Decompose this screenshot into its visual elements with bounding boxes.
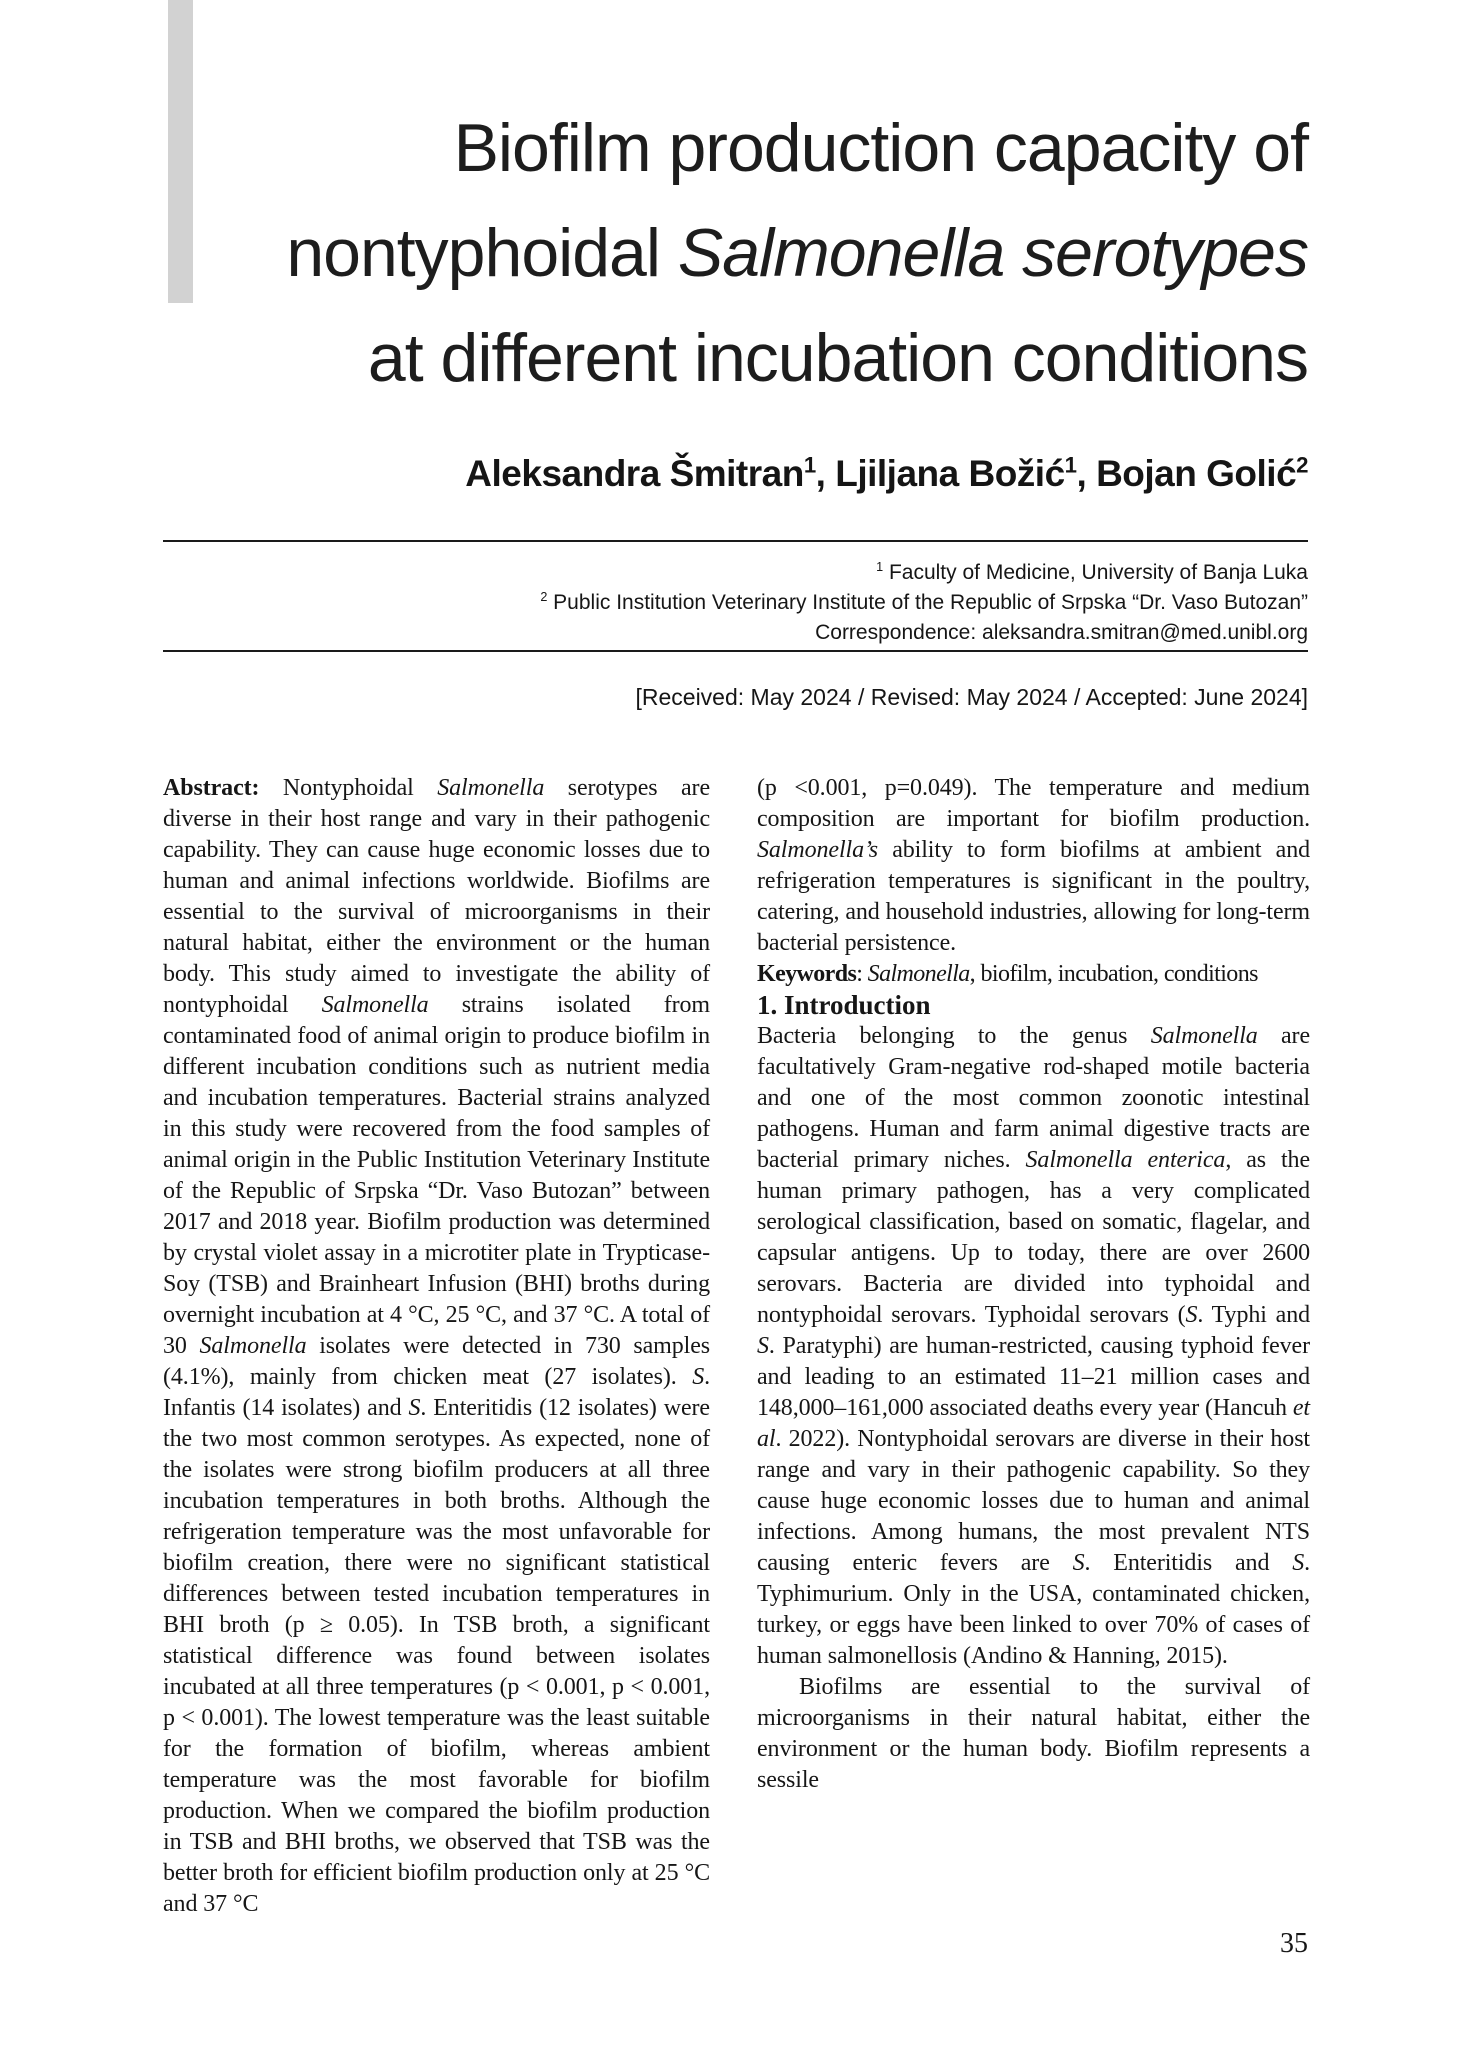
affiliation-2: $^2$ Public Institution Veterinary Institute of the Republic of Srpska “Dr. Vaso Butozan” xyxy=(540,590,1308,614)
divider-bottom xyxy=(163,650,1308,652)
left-column xyxy=(163,773,710,1920)
title-line-1: Biofilm production capacity of xyxy=(453,110,1308,186)
affiliations-block xyxy=(163,558,1308,648)
paper-title xyxy=(163,96,1308,411)
divider-top xyxy=(163,540,1308,542)
section-heading-introduction: 1. Introduction xyxy=(757,990,931,1020)
title-line-3: at different incubation conditions xyxy=(367,320,1308,396)
authors-line: Aleksandra Šmitran$^1$, Ljiljana Božić$^1$, Bojan Golić$^2$ xyxy=(465,452,1308,494)
affiliation-1: $^1$ Faculty of Medicine, University of Banja Luka xyxy=(876,560,1308,584)
abstract-paragraph: Abstract: Nontyphoidal Salmonella serotypes are diverse in their host range and vary in their pathogenic capability. They can cause huge economic losses due to human and animal infections worldwide. Biofilms are essential to the survival of microorganisms in their natural habitat, either the environment or the human body. This study aimed to investigate the ability of nontyphoidal Salmonella strains isolated from contaminated food of animal origin to produce biofilm in different incubation conditions such as nutrient media and incubation temperatures. Bacterial strains analyzed in this study were recovered from the food samples of animal origin in the Public Institution Veterinary Institute of the Republic of Srpska “Dr. Vaso Butozan” between 2017 and 2018 year. Biofilm production was determined by crystal violet assay in a microtiter plate in Trypticase-Soy (TSB) and Brainheart Infusion (BHI) broths during overnight incubation at 4 °C, 25 °C, and 37 °C. A total of 30 Salmonella isolates were detected in 730 samples (4.1%), mainly from chicken meat (27 isolates). S. Infantis (14 isolates) and S. Enteritidis (12 isolates) were the two most common serotypes. As expected, none of the isolates were strong biofilm producers at all three incubation temperatures in both broths. Although the refrigeration temperature was the most unfavorable for biofilm creation, there were no significant statistical differences between tested incubation temperatures in BHI broth (p ≥ 0.05). In TSB broth, a significant statistical difference was found between isolates incubated at all three temperatures (p < 0.001, p < 0.001, p < 0.001). The lowest temperature was the least suitable for the formation of biofilm, whereas ambient temperature was the most favorable for biofilm production. When we compared the biofilm production in TSB and BHI broths, we observed that TSB was the better broth for efficient biofilm production only at 25 °C and 37 °C xyxy=(163,775,711,1917)
correspondence-line: Correspondence: aleksandra.smitran@med.unibl.org xyxy=(815,621,1308,644)
intro-paragraph-2: Biofilms are essential to the survival of microorganisms in their natural habitat, either the environment or the human body. Biofilm represents a sessile xyxy=(757,1674,1310,1793)
title-line-2: nontyphoidal Salmonella serotypes xyxy=(286,215,1308,291)
dates-line: [Received: May 2024 / Revised: May 2024 / Accepted: June 2024] xyxy=(635,684,1308,710)
page-number: 35 xyxy=(1280,1928,1308,1959)
right-column xyxy=(757,773,1310,1920)
body-columns xyxy=(163,773,1310,1920)
intro-paragraph-1: Bacteria belonging to the genus Salmonella are facultatively Gram-negative rod-shaped motile bacteria and one of the most common zoonotic intestinal pathogens. Human and farm animal digestive tracts are bacterial primary niches. Salmonella enterica, as the human primary pathogen, has a very complicated serological classification, based on somatic, flagelar, and capsular antigens. Up to today, there are over 2600 serovars. Bacteria are divided into typhoidal and nontyphoidal serovars. Typhoidal serovars (S. Typhi and S. Paratyphi) are human-restricted, causing typhoid fever and leading to an estimated 11–21 million cases and 148,000–161,000 associated deaths every year (Hancuh et al. 2022). Nontyphoidal serovars are diverse in their host range and vary in their pathogenic capability. So they cause huge economic losses due to human and animal infections. Among humans, the most prevalent NTS causing enteric fevers are S. Enteritidis and S. Typhimurium. Only in the USA, contaminated chicken, turkey, or eggs have been linked to over 70% of cases of human salmonellosis (Andino & Hanning, 2015). xyxy=(757,1023,1310,1669)
abstract-continuation: (p <0.001, p=0.049). The temperature and medium composition are important for biofilm production. Salmonella’s ability to form biofilms at ambient and refrigeration temperatures is significant in the poultry, catering, and household industries, allowing for long-term bacterial persistence. xyxy=(757,775,1310,956)
keywords-line: Keywords: Salmonella, biofilm, incubation, conditions xyxy=(757,961,1258,987)
